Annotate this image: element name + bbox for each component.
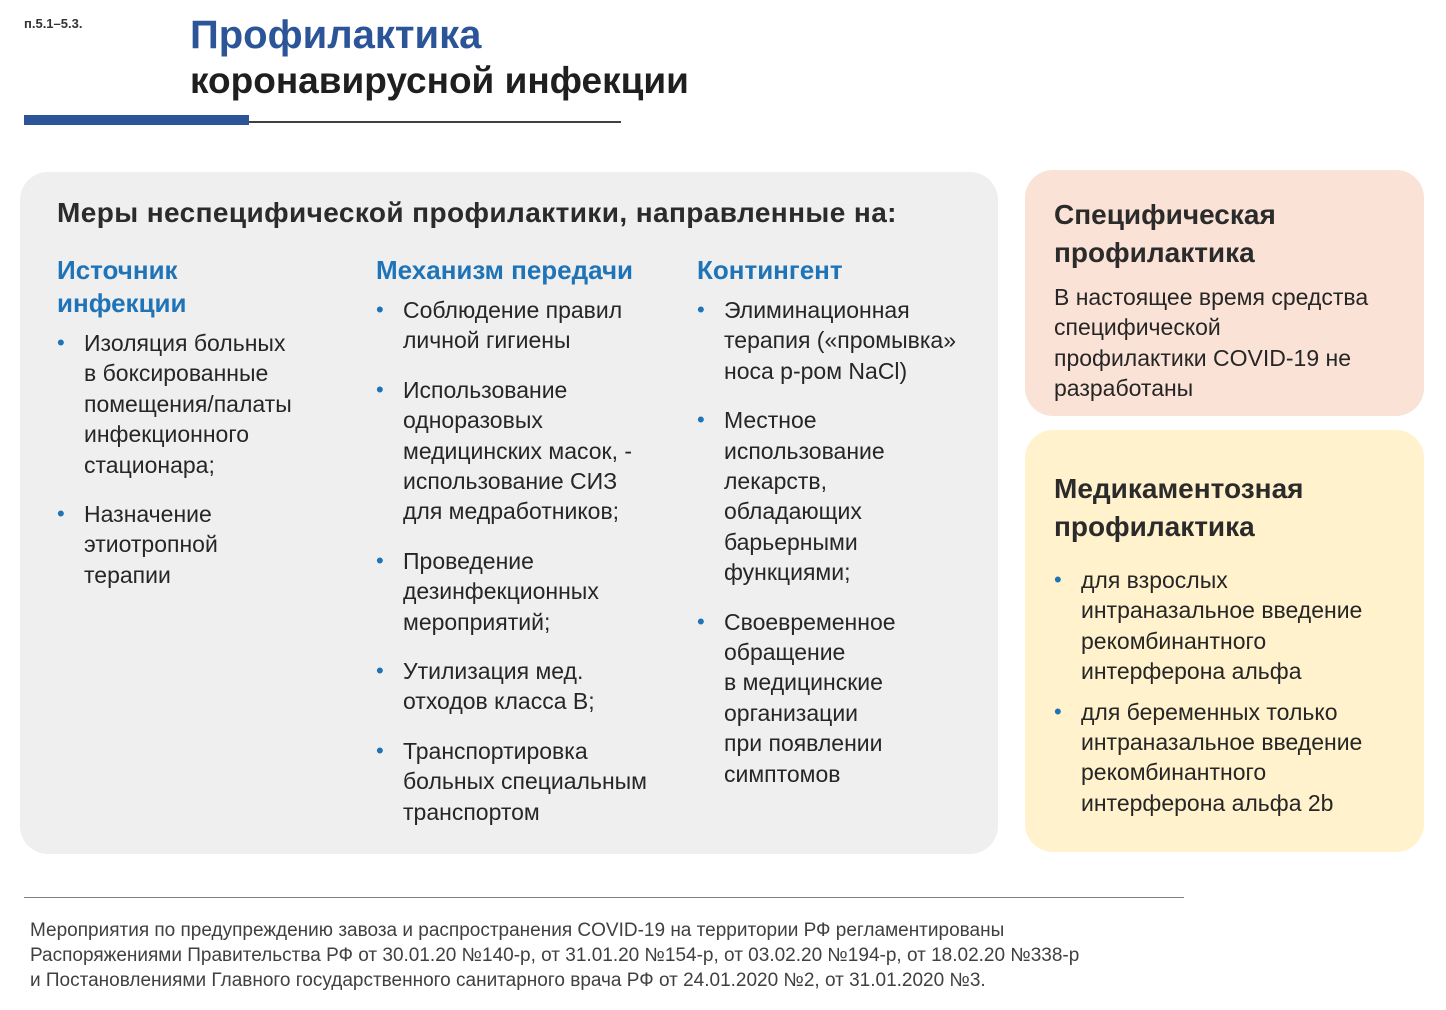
medication-heading: Медикаментозная профилактика: [1054, 473, 1304, 542]
column-heading: Контингент: [697, 255, 843, 285]
list-item-text: Проведение дезинфекционных мероприятий;: [403, 547, 599, 635]
list-item-text: Утилизация мед. отходов класса В;: [403, 658, 595, 715]
column-list: [57, 328, 347, 590]
list-item: [57, 328, 347, 480]
column-list: [376, 295, 686, 827]
specific-text: В настоящее время средства специфической профилактики COVID-19 не разработаны: [1054, 284, 1369, 402]
page-title-line1: Профилактика: [190, 13, 482, 57]
list-item: [376, 546, 686, 637]
list-item-text: Местное использование лекарств, обладающих барьерными функциями;: [724, 407, 885, 586]
column-contingent: [697, 254, 992, 808]
list-item-text: Соблюдение правил личной гигиены: [403, 297, 623, 354]
list-item: [697, 405, 992, 587]
list-item: [376, 375, 686, 527]
list-item-text: Элиминационная терапия («промывка» носа р-ром NaCl): [724, 297, 956, 384]
list-item: [697, 607, 992, 789]
list-item: [376, 295, 686, 356]
page-title-line2: коронавирусной инфекции: [190, 60, 689, 101]
section-reference: п.5.1–5.3.: [24, 16, 83, 31]
list-item-text: Своевременное обращение в медицинские организации при появлении симптомов: [724, 608, 896, 787]
list-item: [57, 499, 347, 590]
list-item-text: Использование одноразовых медицинских масок, - использование СИЗ для медработников;: [403, 376, 633, 525]
list-item: [376, 656, 686, 717]
column-heading: Источник инфекции: [57, 255, 187, 318]
title-accent-bar: [24, 115, 249, 125]
specific-heading: Специфическая профилактика: [1054, 199, 1276, 268]
column-list: [697, 295, 992, 789]
list-item: [376, 736, 686, 827]
list-item-text: Транспортировка больных специальным транспортом: [403, 737, 647, 825]
nonspecific-heading: Меры неспецифической профилактики, направленные на:: [57, 197, 897, 228]
footer-divider: [24, 897, 1184, 898]
footer-note: Мероприятия по предупреждению завоза и распространения COVID-19 на территории РФ регламентированы Распоряжениями Правительства РФ от 30.01.20 №140-р, от 31.01.20 №154-р, от 03.02.20 №194-р, от 18.02.20 №338-р и Постановлениями Главного государственного санитарного врача РФ от 24.01.2020 №2, от 31.01.2020 №3.: [30, 920, 1080, 991]
column-heading: Механизм передачи: [376, 255, 634, 285]
medication-list: [1054, 565, 1414, 828]
page-title: [190, 12, 689, 104]
column-infection-source: [57, 254, 347, 609]
list-item: • для беременных только интраназальное введение рекомбинантного интерферона альфа 2b: [1054, 697, 1414, 819]
list-item: • для взрослых интраназальное введение рекомбинантного интерферона альфа: [1054, 565, 1414, 687]
list-item: [697, 295, 992, 386]
list-item-text: Изоляция больных в боксированные помещения/палаты инфекционного стационара;: [84, 330, 292, 478]
list-item-text: Назначение этиотропной терапии: [84, 501, 218, 588]
column-transmission: [376, 254, 686, 846]
